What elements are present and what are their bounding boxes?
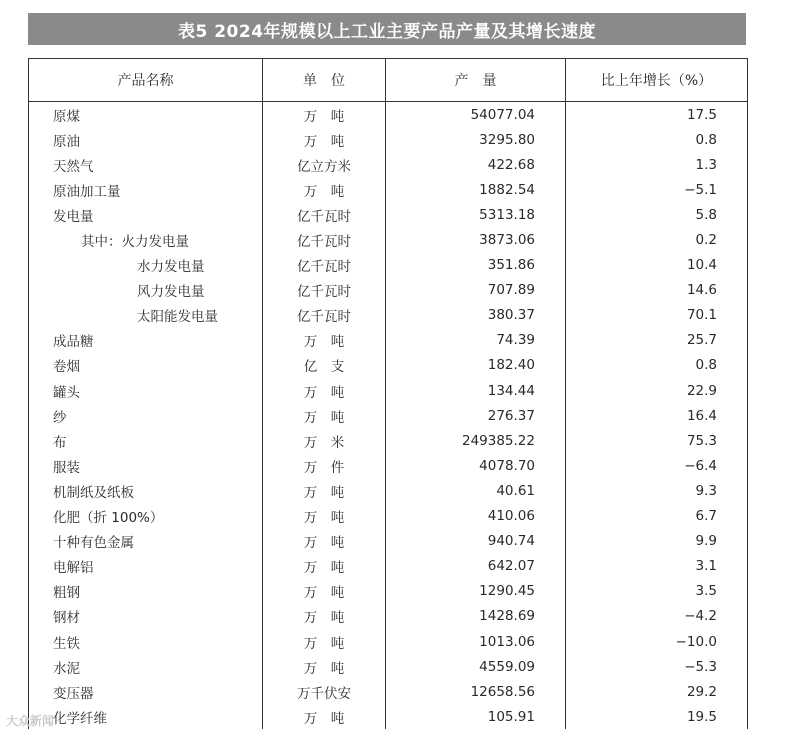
growth-cell: 3.5 [695,583,717,600]
growth-cell: −10.0 [675,633,717,650]
output-cell: 40.61 [386,478,566,503]
unit-cell: 万 吨 [263,378,386,403]
table-row [29,478,747,503]
unit-cell: 万 吨 [263,579,386,604]
table-row [29,453,747,478]
table-row [29,227,747,252]
output-cell: 1428.69 [386,604,566,629]
product-name-cell: 罐头 [29,378,263,403]
growth-cell: 0.2 [695,232,717,249]
output-cell: 380.37 [386,303,566,328]
growth-cell: 29.2 [686,683,717,700]
unit-cell: 万 吨 [263,529,386,554]
growth-cell: −5.3 [684,658,717,675]
unit-cell: 亿 支 [263,353,386,378]
table-body [29,102,747,729]
product-name-cell: 机制纸及纸板 [29,478,263,503]
growth-cell: 16.4 [686,407,717,424]
output-cell: 5313.18 [386,202,566,227]
unit-cell: 万 吨 [263,704,386,729]
unit-cell: 万 吨 [263,328,386,353]
table-row [29,604,747,629]
product-name-cell: 生铁 [29,629,263,654]
product-name-cell: 化肥（折 100%） [29,504,263,529]
table-row [29,704,747,729]
product-name-cell: 其中：火力发电量 [29,227,263,252]
table-row [29,177,747,202]
growth-cell: 0.8 [695,131,717,148]
header-output: 产 量 [386,59,566,101]
growth-cell: 75.3 [686,432,717,449]
product-name-cell: 原煤 [29,102,263,127]
table-row [29,152,747,177]
table-row [29,428,747,453]
table-header [29,59,747,102]
product-name-cell: 发电量 [29,202,263,227]
output-cell: 276.37 [386,403,566,428]
unit-cell: 亿立方米 [263,152,386,177]
growth-cell: 17.5 [686,106,717,123]
output-cell: 707.89 [386,278,566,303]
unit-cell: 万 吨 [263,127,386,152]
output-cell: 4559.09 [386,654,566,679]
product-name-cell: 原油加工量 [29,177,263,202]
growth-cell: 10.4 [686,257,717,274]
product-name-cell: 风力发电量 [29,278,263,303]
table-title: 表5 2024年规模以上工业主要产品产量及其增长速度 [28,13,746,45]
growth-cell: 5.8 [695,206,717,223]
output-cell: 3873.06 [386,227,566,252]
unit-cell: 万千伏安 [263,679,386,704]
table-row [29,202,747,227]
unit-cell: 万 吨 [263,478,386,503]
growth-cell: 9.9 [695,533,717,550]
unit-cell: 万 吨 [263,629,386,654]
growth-cell: 19.5 [686,708,717,725]
header-unit: 单 位 [263,59,386,101]
table-row [29,529,747,554]
output-cell: 1882.54 [386,177,566,202]
product-name-cell: 水力发电量 [29,253,263,278]
growth-cell: 1.3 [695,156,717,173]
unit-cell: 亿千瓦时 [263,202,386,227]
table-row [29,579,747,604]
table-row [29,504,747,529]
product-name-cell: 水泥 [29,654,263,679]
output-cell: 1013.06 [386,629,566,654]
unit-cell: 亿千瓦时 [263,278,386,303]
production-table [28,58,748,729]
output-cell: 422.68 [386,152,566,177]
table-row [29,303,747,328]
output-cell: 182.40 [386,353,566,378]
product-name-cell: 化学纤维 [29,704,263,729]
unit-cell: 亿千瓦时 [263,303,386,328]
header-product-name: 产品名称 [29,59,263,101]
output-cell: 105.91 [386,704,566,729]
output-cell: 940.74 [386,529,566,554]
unit-cell: 亿千瓦时 [263,227,386,252]
table-row [29,102,747,127]
table-row [29,127,747,152]
growth-cell: 22.9 [686,382,717,399]
unit-cell: 万 吨 [263,654,386,679]
unit-cell: 万 吨 [263,604,386,629]
growth-cell: 3.1 [695,558,717,575]
output-cell: 351.86 [386,253,566,278]
growth-cell: 9.3 [695,482,717,499]
table-row [29,253,747,278]
growth-cell: 0.8 [695,357,717,374]
unit-cell: 亿千瓦时 [263,253,386,278]
product-name-cell: 成品糖 [29,328,263,353]
table-row [29,278,747,303]
output-cell: 410.06 [386,504,566,529]
header-growth: 比上年增长（%） [600,73,713,89]
growth-cell: −5.1 [684,181,717,198]
product-name-cell: 钢材 [29,604,263,629]
product-name-cell: 服装 [29,453,263,478]
unit-cell: 万 吨 [263,403,386,428]
output-cell: 3295.80 [386,127,566,152]
product-name-cell: 十种有色金属 [29,529,263,554]
product-name-cell: 原油 [29,127,263,152]
growth-cell: 14.6 [686,282,717,299]
output-cell: 54077.04 [386,102,566,127]
watermark: 大众新闻 [6,714,55,728]
unit-cell: 万 吨 [263,177,386,202]
output-cell: 134.44 [386,378,566,403]
table-row [29,629,747,654]
output-cell: 249385.22 [386,428,566,453]
table-row [29,654,747,679]
unit-cell: 万 吨 [263,102,386,127]
growth-cell: 6.7 [695,508,717,525]
product-name-cell: 天然气 [29,152,263,177]
product-name-cell: 太阳能发电量 [29,303,263,328]
output-cell: 1290.45 [386,579,566,604]
unit-cell: 万 件 [263,453,386,478]
growth-cell: −4.2 [684,608,717,625]
growth-cell: −6.4 [684,457,717,474]
table-row [29,554,747,579]
table-row [29,353,747,378]
product-name-cell: 布 [29,428,263,453]
output-cell: 74.39 [386,328,566,353]
table-row [29,328,747,353]
product-name-cell: 电解铝 [29,554,263,579]
table-row [29,403,747,428]
unit-cell: 万 吨 [263,504,386,529]
output-cell: 12658.56 [386,679,566,704]
product-name-cell: 卷烟 [29,353,263,378]
output-cell: 4078.70 [386,453,566,478]
product-name-cell: 粗钢 [29,579,263,604]
unit-cell: 万 米 [263,428,386,453]
growth-cell: 70.1 [686,307,717,324]
growth-cell: 25.7 [686,332,717,349]
unit-cell: 万 吨 [263,554,386,579]
table-row [29,679,747,704]
output-cell: 642.07 [386,554,566,579]
table-row [29,378,747,403]
product-name-cell: 变压器 [29,679,263,704]
product-name-cell: 纱 [29,403,263,428]
